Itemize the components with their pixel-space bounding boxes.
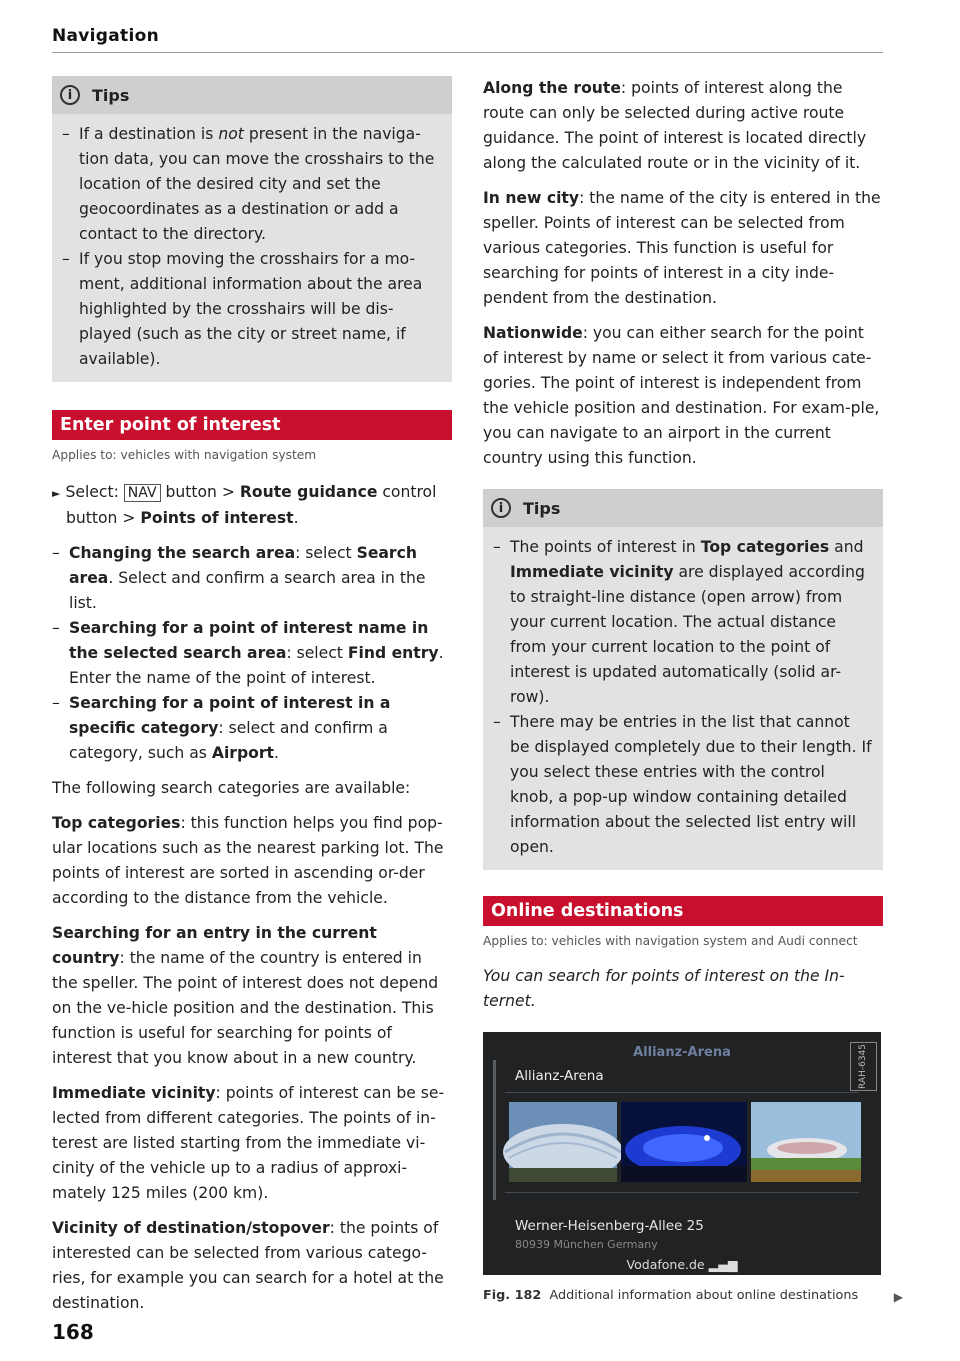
figure-screen — [483, 1032, 881, 1275]
tips-box — [52, 76, 452, 382]
section-heading: Online destinations — [483, 896, 883, 926]
section-heading: Enter point of interest — [52, 410, 452, 440]
figure-caption: Fig. 182 Additional information about online destinations ▶ — [483, 1283, 883, 1308]
signal-icon: ▂▄▆ — [708, 1257, 738, 1272]
scroll-bar — [493, 1060, 496, 1200]
tips-body — [483, 527, 883, 870]
tips-header — [483, 489, 883, 527]
address-line-2: 80939 München Germany — [515, 1238, 658, 1251]
arrow-right-icon: ► — [52, 487, 61, 500]
paragraph: Nationwide: you can either search for the point of interest by name or select it from various cate-gories. The point of interest is independent from the vehicle position and destination. For exam-ple, you can navigate to an airport in the current country using this function. — [483, 324, 880, 467]
paragraph: Along the route: points of interest along the route can only be selected during active route guidance. The point of interest is located directly along the calculated route or in the vicinity of it. — [483, 79, 867, 172]
photo-stadium-field — [751, 1102, 861, 1182]
left-column — [52, 76, 452, 1316]
photo-stadium-day — [509, 1102, 617, 1182]
header-rule — [52, 52, 883, 53]
tips-item: – If you stop moving the crosshairs for a mo-ment, additional information about the area highlighted by the crosshairs will be dis-played (such as the city or street name, if available). — [62, 247, 442, 372]
divider — [505, 1092, 859, 1093]
paragraph: Vicinity of destination/stopover: the points of interested can be selected from various catego-ries, for example you can search for a hotel at the destination. — [52, 1219, 444, 1312]
paragraph: In new city: the name of the city is entered in the speller. Points of interest can be selected from various categories. This function is useful for searching for points of interest in a city inde-pendent from the destination. — [483, 189, 881, 307]
info-icon: i — [60, 85, 80, 105]
nav-key: NAV — [124, 484, 161, 502]
applies-to: Applies to: vehicles with navigation system and Audi connect — [483, 934, 858, 948]
list-item: – Searching for a point of interest name in the selected search area: select Find entry. Enter the name of the point of interest. — [52, 616, 452, 691]
applies-to: Applies to: vehicles with navigation system — [52, 448, 317, 462]
tips-item: – There may be entries in the list that cannot be displayed completely due to their length. If you select these entries with the control knob, a pop-up window containing detailed information about the selected list entry will open. — [493, 710, 873, 860]
place-name: Allianz-Arena — [515, 1068, 604, 1084]
page-number: 168 — [52, 1320, 94, 1344]
continue-arrow-icon: ▶ — [893, 1290, 903, 1304]
tips-box — [483, 489, 883, 870]
provider-status: Vodafone.de ▂▄▆ — [626, 1257, 738, 1272]
section-intro: You can search for points of interest on the In-ternet. — [483, 967, 845, 1010]
list-item: – Searching for a point of interest in a specific category: select and confirm a category, such as Airport. — [52, 691, 452, 766]
categories-intro: The following search categories are available: — [52, 779, 411, 797]
select-instruction: ► Select: NAV button > Route guidance control button > Points of interest. — [52, 483, 437, 527]
tips-header — [52, 76, 452, 114]
paragraph: Searching for an entry in the current country: the name of the country is entered in the speller. The point of interest does not depend on the ve-hicle position and the destination. This function is useful for searching for points of interest that you know about in a new country. — [52, 924, 439, 1067]
divider — [505, 1192, 859, 1193]
tips-item: – The points of interest in Top categories and Immediate vicinity are displayed according to straight-line distance (open arrow) from your current location. The actual distance from your current location to the point of interest is updated automatically (solid ar-row). — [493, 535, 873, 710]
screen-title: Allianz-Arena — [633, 1045, 731, 1060]
tips-item: – If a destination is not present in the naviga-tion data, you can move the crosshairs to the location of the desired city and set the geocoordinates as a destination or add a contact to the directory. — [62, 122, 442, 247]
tips-title: Tips — [92, 85, 130, 105]
page-header: Navigation — [52, 26, 159, 46]
list-item: – Changing the search area: select Search area. Select and confirm a search area in the list. — [52, 541, 452, 616]
figure-code: RAH-6345 — [850, 1042, 877, 1091]
address-line: Werner-Heisenberg-Allee 25 — [515, 1218, 704, 1234]
paragraph: Top categories: this function helps you find pop-ular locations such as the nearest parking lot. The points of interest are sorted in ascending or-der according to the distance from the vehicle. — [52, 814, 444, 907]
right-column — [483, 76, 903, 1308]
paragraph: Immediate vicinity: points of interest can be se-lected from different categories. The points of in-terest are listed starting from the immediate vi-cinity of the vehicle up to a radius of approxi-mately 125 miles (200 km). — [52, 1084, 445, 1202]
tips-body — [52, 114, 452, 382]
tips-title: Tips — [523, 498, 561, 518]
photo-stadium-night — [621, 1102, 747, 1182]
info-icon: i — [491, 498, 511, 518]
